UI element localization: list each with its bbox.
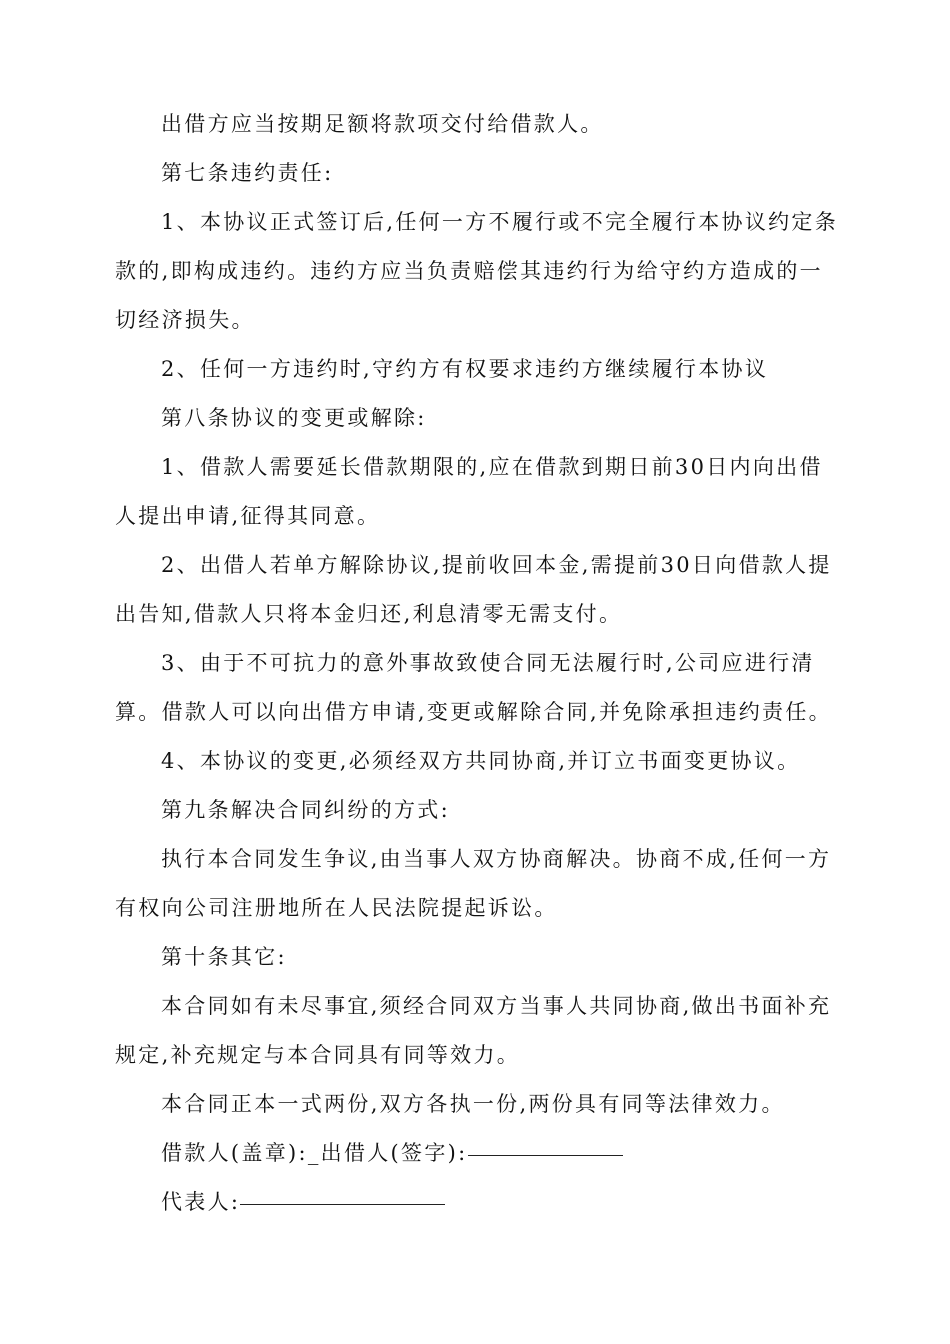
article-9-body: 执行本合同发生争议,由当事人双方协商解决。协商不成,任何一方有权向公司注册地所在人民法院提起诉讼。 xyxy=(115,847,832,920)
signature-label-representative: 代表人: xyxy=(161,1190,241,1214)
article-7-clause-2: 2、任何一方违约时,守约方有权要求违约方继续履行本协议 xyxy=(161,357,769,381)
article-8-clause-3: 3、由于不可抗力的意外事故致使合同无法履行时,公司应进行清算。借款人可以向出借方申请,变更或解除合同,并免除承担违约责任。 xyxy=(115,651,832,724)
article-7-clause-1: 1、本协议正式签订后,任何一方不履行或不完全履行本协议约定条款的,即构成违约。违约方应当负责赔偿其违约行为给守约方造成的一切经济损失。 xyxy=(115,210,839,332)
article-10-body: 本合同如有未尽事宜,须经合同双方当事人共同协商,做出书面补充规定,补充规定与本合同具有同等效力。 xyxy=(115,994,832,1067)
article-8-clause-1: 1、借款人需要延长借款期限的,应在借款到期日前30日内向出借人提出申请,征得其同意。 xyxy=(115,455,823,528)
article-8-heading: 第八条协议的变更或解除: xyxy=(161,406,427,430)
article-9-heading: 第九条解决合同纠纷的方式: xyxy=(161,798,450,822)
signature-label-borrower-lender: 借款人(盖章):_出借人(签字): xyxy=(161,1141,468,1165)
signature-line-borrower-lender xyxy=(115,1129,840,1178)
document-body xyxy=(115,100,840,1227)
signature-blank-lender xyxy=(468,1154,623,1156)
paragraph-delivery: 出借方应当按期足额将款项交付给借款人。 xyxy=(161,112,604,136)
article-7-heading: 第七条违约责任: xyxy=(161,161,334,185)
article-10-heading: 第十条其它: xyxy=(161,945,287,969)
signature-blank-representative xyxy=(240,1203,445,1205)
article-8-clause-4: 4、本协议的变更,必须经双方共同协商,并订立书面变更协议。 xyxy=(161,749,801,773)
article-8-clause-2: 2、出借人若单方解除协议,提前收回本金,需提前30日向借款人提出告知,借款人只将本金归还,利息清零无需支付。 xyxy=(115,553,832,626)
copies-clause: 本合同正本一式两份,双方各执一份,两份具有同等法律效力。 xyxy=(161,1092,785,1116)
signature-line-representative xyxy=(115,1178,840,1227)
